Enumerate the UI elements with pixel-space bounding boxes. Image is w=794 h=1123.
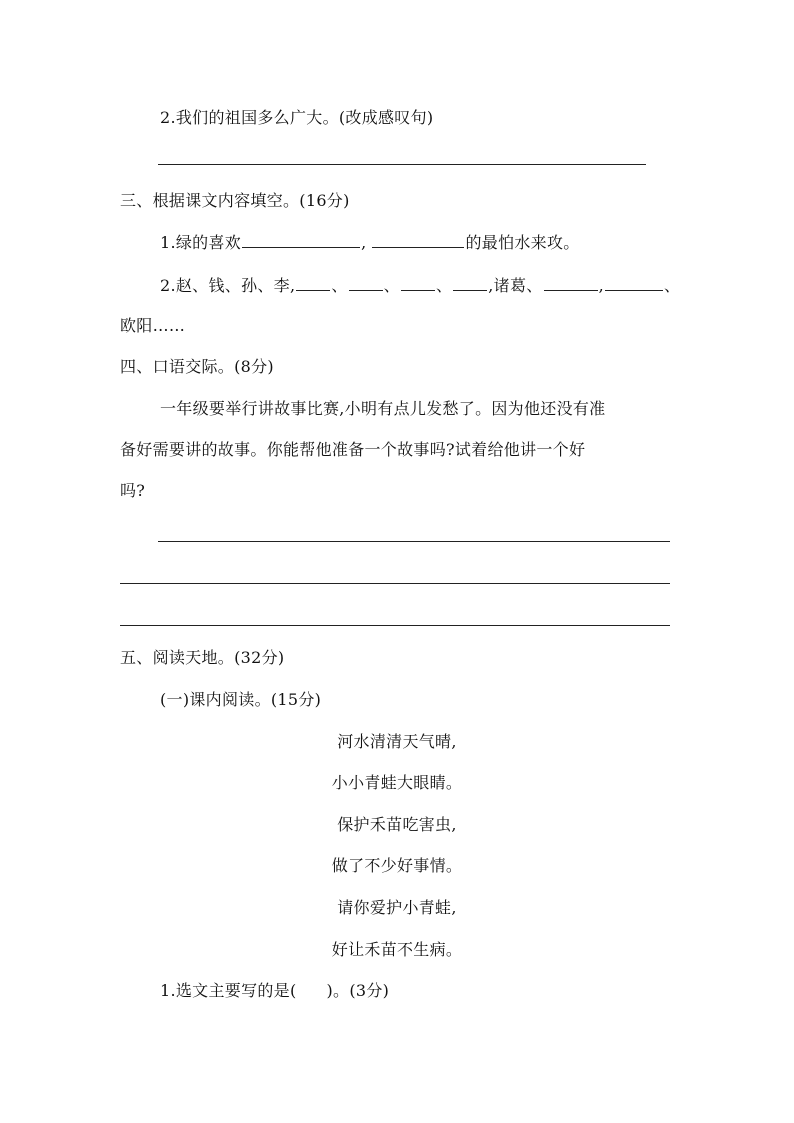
item-2-sep: 、: [383, 276, 400, 295]
section-3-heading: 三、根据课文内容填空。(16分): [120, 191, 350, 210]
fill-blank[interactable]: [453, 275, 487, 291]
fill-blank[interactable]: [296, 275, 330, 291]
item-1-text-a: 1.绿的喜欢: [160, 233, 242, 252]
item-2-text-c: ,: [598, 276, 604, 295]
section-4-prompt-line-1: 一年级要举行讲故事比赛,小明有点儿发愁了。因为他还没有准: [160, 399, 606, 418]
item-2-text-a: 2.赵、钱、孙、李,: [160, 276, 296, 295]
section-4-prompt-line-3: 吗?: [120, 481, 146, 500]
section-5-question-1: [160, 981, 389, 1001]
fill-blank[interactable]: [401, 275, 435, 291]
item-2-sep: 、: [331, 276, 348, 295]
section-3-item-1: [160, 232, 580, 253]
fill-blank[interactable]: [349, 275, 383, 291]
answer-line[interactable]: [120, 625, 670, 626]
fill-blank[interactable]: [242, 232, 360, 248]
answer-line[interactable]: [158, 541, 670, 542]
question-1-text-b: )。(3分): [326, 981, 390, 1000]
fill-blank[interactable]: [372, 232, 464, 248]
question-1-text-a: 1.选文主要写的是(: [160, 981, 297, 1000]
item-2-text-d: 、: [663, 276, 681, 295]
answer-line[interactable]: [120, 583, 670, 584]
section-3-item-2-continued: 欧阳……: [120, 316, 186, 335]
item-1-text-c: 的最怕水来攻。: [465, 233, 580, 252]
section-5-subheading: (一)课内阅读。(15分): [160, 690, 322, 709]
poem-line: 请你爱护小青蛙,: [337, 898, 457, 917]
item-2-text-b: ,诸葛、: [488, 276, 543, 295]
section-3-item-2: [160, 275, 680, 296]
poem-line: 小小青蛙大眼睛。: [331, 773, 463, 792]
section-5-heading: 五、阅读天地。(32分): [120, 648, 285, 667]
poem-line: 保护禾苗吃害虫,: [337, 815, 457, 834]
item-1-comma: ,: [361, 233, 367, 252]
poem-line: 好让禾苗不生病。: [331, 940, 463, 959]
poem-line: 河水清清天气晴,: [337, 732, 457, 751]
poem-line: 做了不少好事情。: [331, 856, 463, 875]
item-2-sep: 、: [435, 276, 453, 295]
section-4-heading: 四、口语交际。(8分): [120, 357, 274, 376]
fill-blank[interactable]: [605, 275, 663, 291]
section-4-prompt-line-2: 备好需要讲的故事。你能帮他准备一个故事吗?试着给他讲一个好: [120, 440, 586, 459]
question-2-text: 2.我们的祖国多么广大。(改成感叹句): [160, 108, 434, 127]
answer-line[interactable]: [158, 164, 646, 165]
fill-blank[interactable]: [544, 275, 598, 291]
